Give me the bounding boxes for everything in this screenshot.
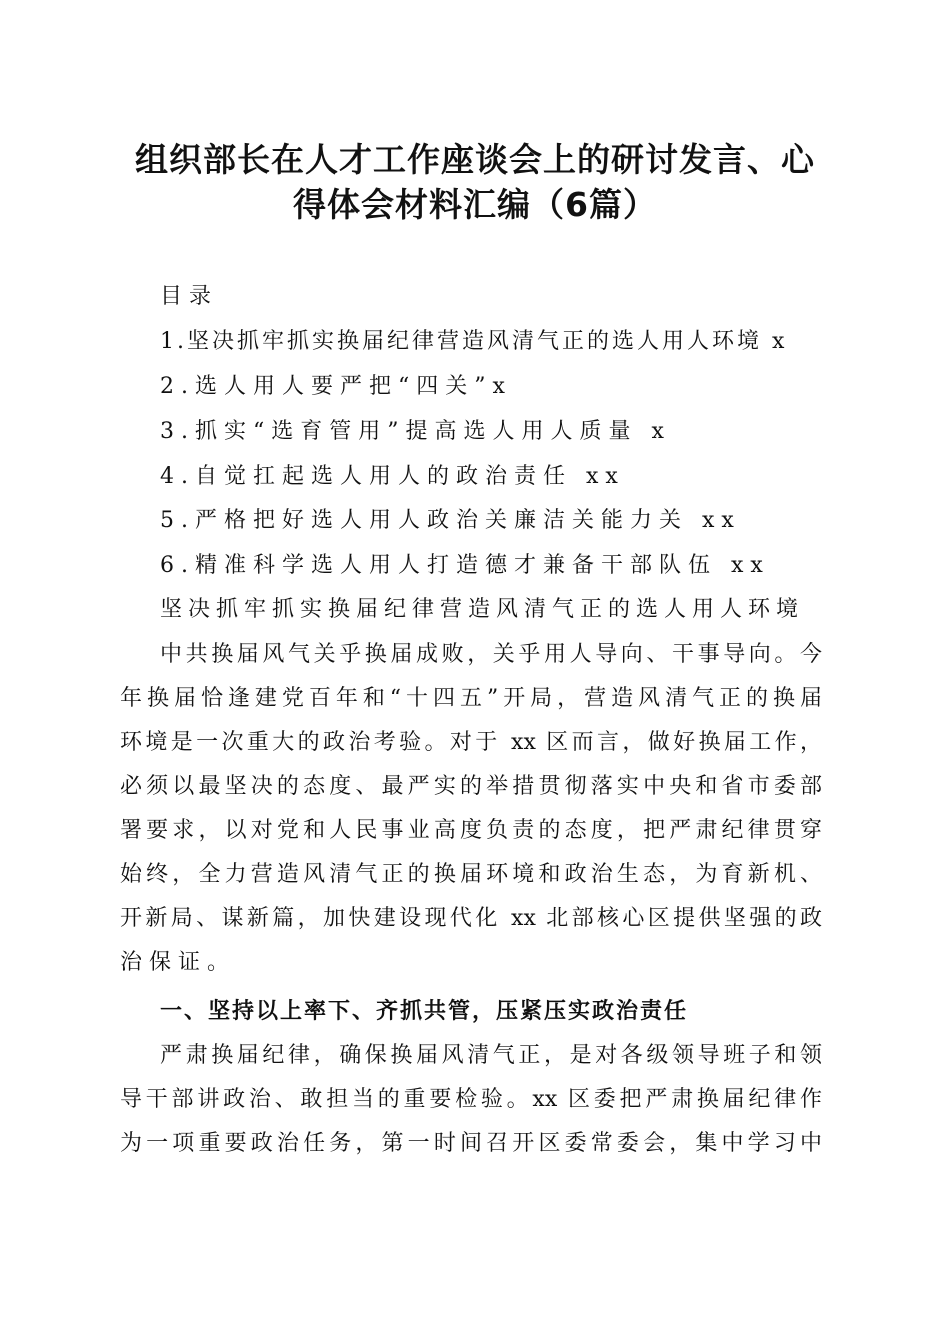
- paragraph-line: 必须以最坚决的态度、最严实的举措贯彻落实中央和省市委部: [120, 774, 822, 799]
- paragraph-line: 始终，全力营造风清气正的换届环境和政治生态，为育新机、: [120, 862, 822, 887]
- toc-item: 5.严格把好选人用人政治关廉洁关能力关 xx: [160, 508, 741, 533]
- toc-item: 4.自觉扛起选人用人的政治责任 xx: [160, 464, 625, 489]
- article-title: 坚决抓牢抓实换届纪律营造风清气正的选人用人环境: [160, 597, 805, 622]
- toc-label: 目录: [160, 284, 219, 309]
- paragraph-line: 为一项重要政治任务，第一时间召开区委常委会，集中学习中: [120, 1131, 822, 1156]
- paragraph-line: 中共换届风气关乎换届成败，关乎用人导向、干事导向。今: [160, 642, 822, 667]
- section-heading: 一、坚持以上率下、齐抓共管，压紧压实政治责任: [160, 999, 689, 1024]
- toc-item: 3.抓实“选育管用”提高选人用人质量 x: [160, 419, 671, 444]
- paragraph-line: 治保证。: [120, 950, 237, 975]
- paragraph-line: 年换届恰逢建党百年和“十四五”开局，营造风清气正的换届: [120, 686, 822, 711]
- paragraph-line: 导干部讲政治、敢担当的重要检验。xx 区委把严肃换届纪律作: [120, 1087, 822, 1112]
- document-title-line-1: 组织部长在人才工作座谈会上的研讨发言、心: [135, 140, 815, 179]
- paragraph-line: 开新局、谋新篇，加快建设现代化 xx 北部核心区提供坚强的政: [120, 906, 822, 931]
- toc-item: 6.精准科学选人用人打造德才兼备干部队伍 xx: [160, 553, 770, 578]
- paragraph-line: 署要求，以对党和人民事业高度负责的态度，把严肃纪律贯穿: [120, 818, 822, 843]
- document-title-line-2: 得体会材料汇编（6篇）: [293, 185, 657, 224]
- toc-item: 2.选人用人要严把“四关”x: [160, 374, 512, 399]
- paragraph-line: 严肃换届纪律，确保换届风清气正，是对各级领导班子和领: [160, 1043, 822, 1068]
- paragraph-line: 环境是一次重大的政治考验。对于 xx 区而言，做好换届工作，: [120, 730, 822, 755]
- toc-item: 1.坚决抓牢抓实换届纪律营造风清气正的选人用人环境 x: [160, 329, 788, 354]
